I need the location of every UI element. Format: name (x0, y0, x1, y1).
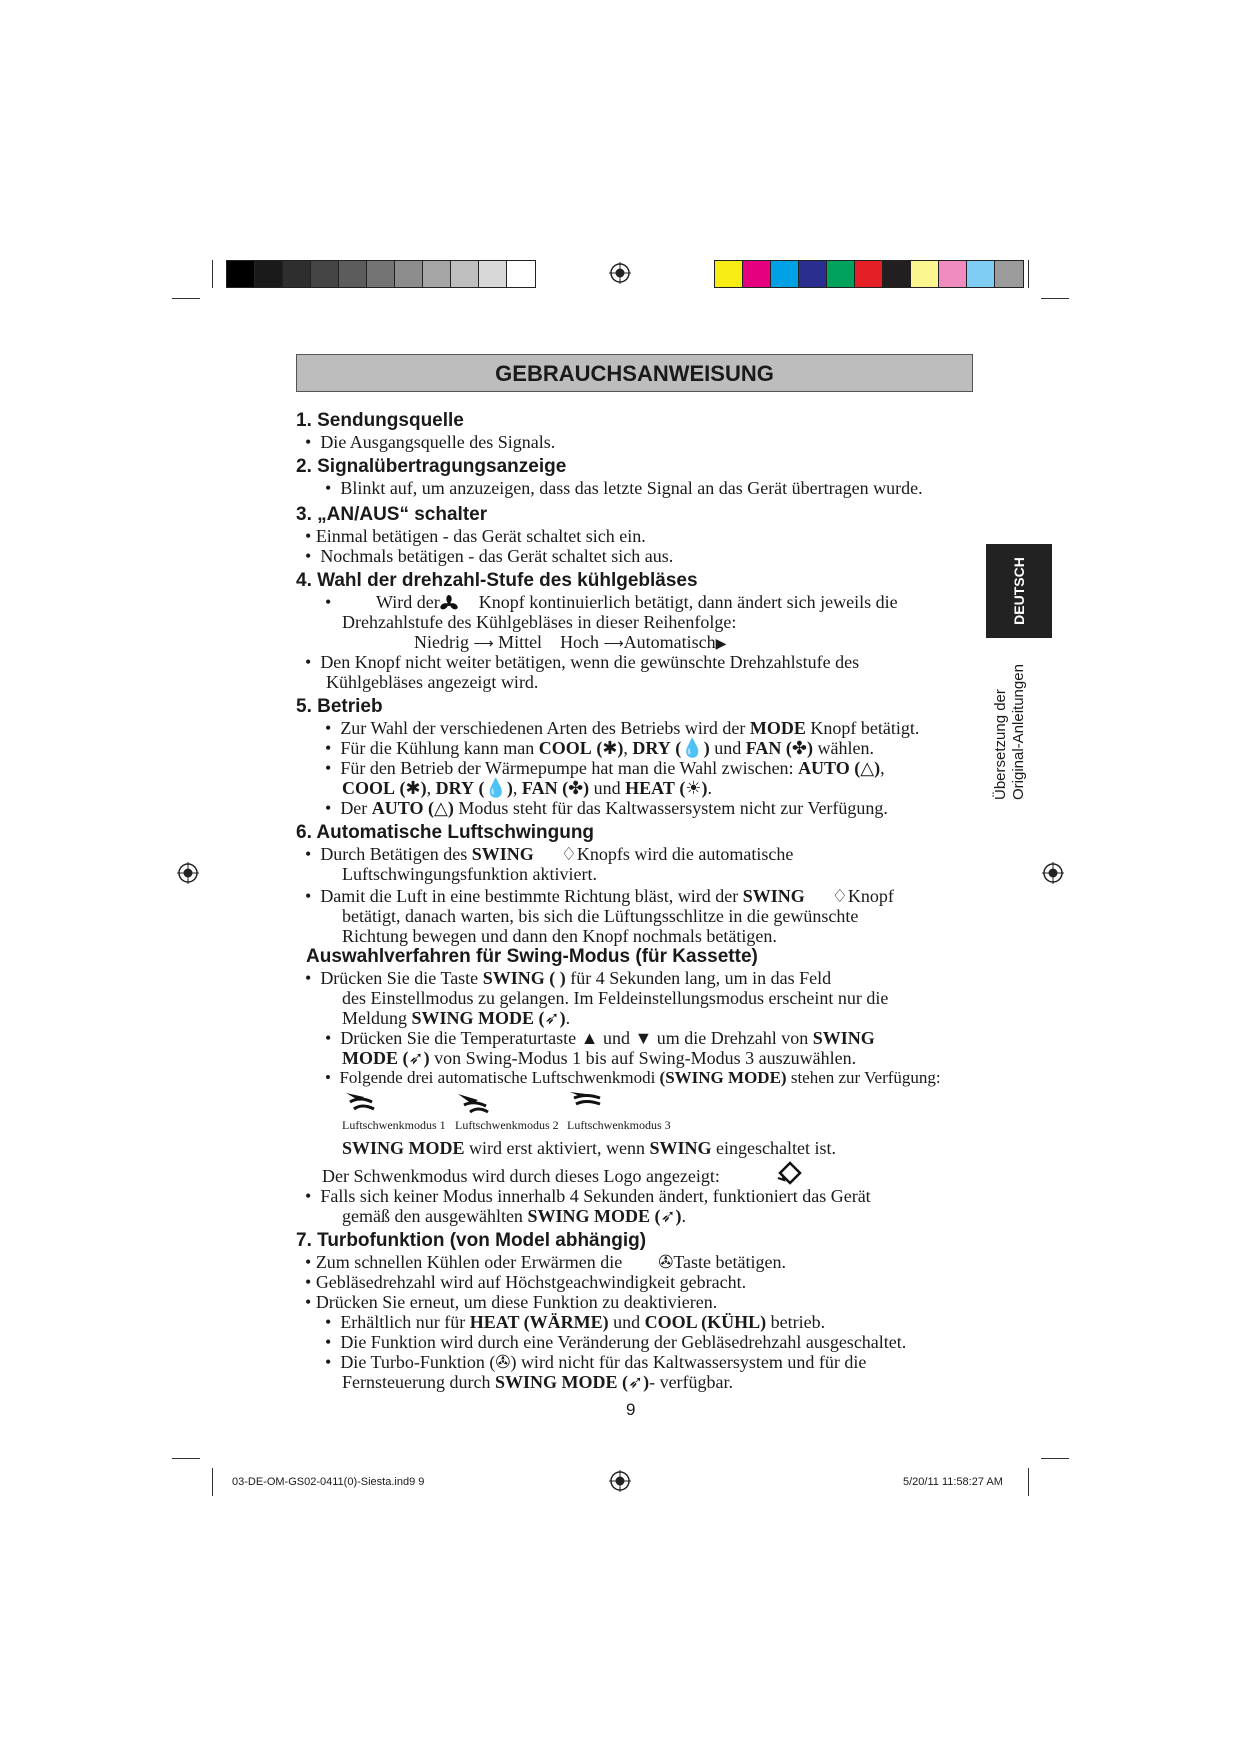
footer-timestamp: 5/20/11 11:58:27 AM (903, 1476, 1003, 1488)
section-1-text: • Die Ausgangsquelle des Signals. (305, 432, 556, 452)
crop-mark (172, 298, 200, 299)
swing-logo-icon (776, 1160, 804, 1186)
grayscale-swatch (423, 261, 451, 287)
process-swatch (827, 261, 855, 287)
registration-target-icon (1042, 862, 1064, 884)
section-6-text: • Damit die Luft in eine bestimmte Richtung bläst, wird der SWING ♢Knopf (305, 886, 894, 906)
turbo-icon: ✇ (495, 1352, 511, 1372)
process-swatch (715, 261, 743, 287)
process-color-bar (714, 260, 1024, 288)
section-2-heading: 2. Signalübertragungsanzeige (296, 456, 567, 477)
process-swatch (967, 261, 995, 287)
grayscale-swatch (339, 261, 367, 287)
section-5-text: • Zur Wahl der verschiedenen Arten des Betriebs wird der MODE Knopf betätigt. (325, 718, 920, 738)
process-swatch (743, 261, 771, 287)
grayscale-swatch (395, 261, 423, 287)
section-6-text: Richtung bewegen und dann den Knopf nochmals betätigen. (342, 926, 777, 946)
crop-mark (1028, 260, 1029, 288)
grayscale-swatch (227, 261, 255, 287)
crop-mark (212, 260, 213, 288)
swing-mode-3-icon (568, 1090, 604, 1106)
swing-mode-1-icon (344, 1090, 380, 1112)
process-swatch (771, 261, 799, 287)
process-swatch (883, 261, 911, 287)
cool-icon: ✱ (602, 738, 618, 758)
page-title: GEBRAUCHSANWEISUNG (296, 354, 973, 392)
swing-mode-label: Luftschwenkmodus 1 (342, 1118, 446, 1132)
swing-mode-label: Luftschwenkmodus 3 (567, 1118, 671, 1132)
section-6-heading: 6. Automatische Luftschwingung (296, 822, 595, 843)
swing-mode-icon: ➶ (544, 1008, 560, 1028)
process-swatch (855, 261, 883, 287)
crop-mark (1028, 1468, 1029, 1496)
turbo-icon: ✇ (658, 1252, 674, 1272)
crop-mark (1041, 298, 1069, 299)
down-arrow-icon: ▼ (634, 1028, 653, 1048)
section-6-text: • Durch Betätigen des SWING ♢Knopfs wird die automatische (305, 844, 794, 864)
swing-mode-text: • Falls sich keiner Modus innerhalb 4 Sekunden ändert, funktioniert das Gerät (305, 1186, 871, 1206)
grayscale-swatch (367, 261, 395, 287)
grayscale-swatch (255, 261, 283, 287)
swing-logo-text: Der Schwenkmodus wird durch dieses Logo angezeigt: (322, 1166, 720, 1186)
section-7-text: • Drücken Sie erneut, um diese Funktion zu deaktivieren. (305, 1292, 718, 1312)
section-4-heading: 4. Wahl der drehzahl-Stufe des kühlgebläses (296, 570, 698, 591)
section-3-text: • Einmal betätigen - das Gerät schaltet sich ein. (305, 526, 646, 546)
section-6-text: betätigt, danach warten, bis sich die Lüftungsschlitze in die gewünschte (342, 906, 859, 926)
section-4-text: Kühlgebläses angezeigt wird. (326, 672, 539, 692)
swing-icon: ♢ (831, 886, 848, 906)
swing-mode-text: • Folgende drei automatische Luftschwenkmodi (SWING MODE) stehen zur Verfügung: (325, 1068, 941, 1087)
process-swatch (911, 261, 939, 287)
section-3-heading: 3. „AN/AUS“ schalter (296, 504, 488, 525)
section-1-heading: 1. Sendungsquelle (296, 410, 464, 431)
grayscale-swatch (311, 261, 339, 287)
section-7-text: • Die Turbo-Funktion (✇) wird nicht für das Kaltwassersystem und für die (325, 1352, 867, 1372)
section-5-text: • Für die Kühlung kann man COOL (✱), DRY (💧) und FAN (✤) wählen. (325, 738, 874, 758)
section-5-text: • Der AUTO (△) Modus steht für das Kaltwassersystem nicht zur Verfügung. (325, 798, 888, 818)
section-4-text: • Den Knopf nicht weiter betätigen, wenn die gewünschte Drehzahlstufe des (305, 652, 860, 672)
translation-note: Übersetzung der Original-Anleitungen (992, 664, 1027, 800)
crop-mark (1041, 1458, 1069, 1459)
swing-mode-text: Meldung SWING MODE (➶). (342, 1008, 571, 1028)
fan-icon: ✤ (791, 738, 807, 758)
grayscale-color-bar (226, 260, 536, 288)
section-7-text: • Gebläsedrehzahl wird auf Höchstgeachwindigkeit gebracht. (305, 1272, 747, 1292)
section-5-text: • Für den Betrieb der Wärmepumpe hat man die Wahl zwischen: AUTO (△), (325, 758, 885, 778)
section-7-text: • Die Funktion wird durch eine Veränderung der Gebläsedrehzahl ausgeschaltet. (325, 1332, 907, 1352)
dry-icon: 💧 (681, 738, 704, 758)
swing-mode-text: des Einstellmodus zu gelangen. Im Feldeinstellungsmodus erscheint nur die (342, 988, 889, 1008)
section-6-text: Luftschwingungsfunktion aktiviert. (342, 864, 597, 884)
swing-mode-text: gemäß den ausgewählten SWING MODE (➶). (342, 1206, 687, 1226)
section-3-text: • Nochmals betätigen - das Gerät schaltet sich aus. (305, 546, 674, 566)
grayscale-swatch (451, 261, 479, 287)
section-4-text: • Wird der Knopf kontinuierlich betätigt, dann ändert sich jeweils die (325, 592, 898, 612)
process-swatch (939, 261, 967, 287)
process-swatch (799, 261, 827, 287)
grayscale-swatch (507, 261, 535, 287)
swing-mode-2-icon (456, 1092, 492, 1114)
section-5-text: COOL (✱), DRY (💧), FAN (✤) und HEAT (☀). (342, 778, 712, 798)
heat-icon: ☀ (685, 778, 702, 798)
up-arrow-icon: ▲ (580, 1028, 599, 1048)
section-7-text: Fernsteuerung durch SWING MODE (➶)- verfügbar. (342, 1372, 734, 1392)
registration-target-icon (609, 1470, 631, 1492)
crop-mark (172, 1458, 200, 1459)
crop-mark (212, 1468, 213, 1496)
grayscale-swatch (283, 261, 311, 287)
auto-icon: △ (860, 758, 875, 778)
swing-mode-heading: Auswahlverfahren für Swing-Modus (für Kassette) (306, 946, 758, 967)
swing-mode-text: • Drücken Sie die Taste SWING ( ) für 4 Sekunden lang, um in das Feld (305, 968, 832, 988)
footer-file-info: 03-DE-OM-GS02-0411(0)-Siesta.ind9 9 (232, 1476, 425, 1488)
page-number: 9 (626, 1400, 636, 1419)
swing-icon: ♢ (560, 844, 577, 864)
grayscale-swatch (479, 261, 507, 287)
section-7-heading: 7. Turbofunktion (von Model abhängig) (296, 1230, 647, 1251)
fan-speed-sequence: Niedrig ⟶ Mittel Hoch ⟶Automatisch▶ (414, 632, 727, 652)
process-swatch (995, 261, 1023, 287)
language-tab: DEUTSCH (986, 544, 1052, 638)
fan-icon (440, 595, 458, 613)
section-4-text: Drehzahlstufe des Kühlgebläses in dieser Reihenfolge: (342, 612, 737, 632)
swing-mode-label: Luftschwenkmodus 2 (455, 1118, 559, 1132)
section-7-text: • Erhältlich nur für HEAT (WÄRME) und COOL (KÜHL) betrieb. (325, 1312, 826, 1332)
swing-mode-text: • Drücken Sie die Temperaturtaste ▲ und ▼ um die Drehzahl von SWING (325, 1028, 875, 1048)
section-5-heading: 5. Betrieb (296, 696, 383, 717)
registration-target-icon (609, 262, 631, 284)
section-2-text: • Blinkt auf, um anzuzeigen, dass das letzte Signal an das Gerät übertragen wurde. (325, 478, 923, 498)
section-7-text: • Zum schnellen Kühlen oder Erwärmen die ✇Taste betätigen. (305, 1252, 787, 1272)
swing-mode-note: SWING MODE wird erst aktiviert, wenn SWING eingeschaltet ist. (342, 1138, 836, 1158)
swing-mode-text: MODE (➶) von Swing-Modus 1 bis auf Swing-Modus 3 auszuwählen. (342, 1048, 857, 1068)
registration-target-icon (177, 862, 199, 884)
